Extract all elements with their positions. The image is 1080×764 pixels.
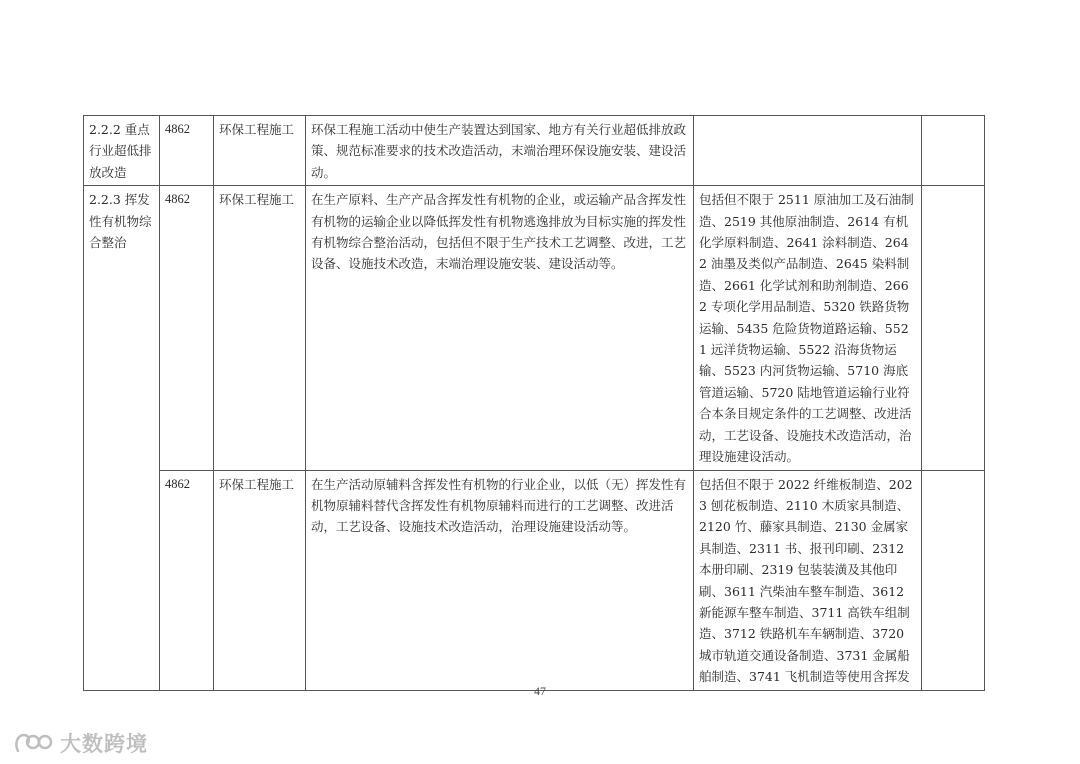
- watermark: [12, 728, 148, 758]
- note-cell: 包括但不限于 2511 原油加工及石油制造、2519 其他原油制造、2614 有机化学原料制造、2641 涂料制造、2642 油墨及类似产品制造、2645 染料制造、2661 化学试剂和助剂制造、2662 专项化学用品制造、5320 铁路货物运输、5435 危险货物道路运输、5521 远洋货物运输、5522 沿海货物运输、5523 内河货物运输、5710 海底管道运输、5720 陆地管道运输行业符合本条目规定条件的工艺调整、改进活动，工艺设备、设施技术改造活动，治理设施建设活动。: [694, 186, 922, 470]
- description-cell: 环保工程施工活动中使生产装置达到国家、地方有关行业超低排放政策、规范标准要求的技术改造活动，末端治理环保设施安装、建设活动。: [306, 116, 694, 186]
- table-row: [84, 186, 985, 470]
- industry-name-cell: 环保工程施工: [214, 470, 306, 690]
- industry-name-cell: 环保工程施工: [214, 116, 306, 186]
- table-row: [84, 470, 985, 690]
- category-cell: 2.2.2 重点行业超低排放改造: [84, 116, 160, 186]
- industry-code-cell: 4862: [160, 116, 214, 186]
- policy-table: [83, 115, 985, 691]
- note-cell: 包括但不限于 2022 纤维板制造、2023 刨花板制造、2110 木质家具制造、2120 竹、藤家具制造、2130 金属家具制造、2311 书、报刊印刷、2312 本册印刷、2319 包装装潢及其他印刷、3611 汽柴油车整车制造、3612 新能源车整车制造、3711 高铁车组制造、3712 铁路机车车辆制造、3720 城市轨道交通设备制造、3731 金属船舶制造、3741 飞机制造等使用含挥发: [694, 470, 922, 690]
- note-cell: [694, 116, 922, 186]
- watermark-text: 大数跨境: [60, 732, 148, 756]
- extra-cell: [922, 186, 985, 470]
- description-cell: 在生产活动原辅料含挥发性有机物的行业企业，以低（无）挥发性有机物原辅料替代含挥发性有机物原辅料而进行的工艺调整、改进活动，工艺设备、设施技术改造活动，治理设施建设活动等。: [306, 470, 694, 690]
- table-row: [84, 116, 985, 186]
- industry-code-cell: 4862: [160, 470, 214, 690]
- extra-cell: [922, 470, 985, 690]
- industry-name-cell: 环保工程施工: [214, 186, 306, 470]
- brand-logo-icon: [12, 729, 56, 757]
- industry-code-cell: 4862: [160, 186, 214, 470]
- description-cell: 在生产原料、生产产品含挥发性有机物的企业，或运输产品含挥发性有机物的运输企业以降低挥发性有机物逃逸排放为目标实施的挥发性有机物综合整治活动，包括但不限于生产技术工艺调整、改进，工艺设备、设施技术改造，末端治理设施安装、建设活动等。: [306, 186, 694, 470]
- category-cell: 2.2.3 挥发性有机物综合整治: [84, 186, 160, 690]
- extra-cell: [922, 116, 985, 186]
- page-number: 47: [534, 684, 546, 698]
